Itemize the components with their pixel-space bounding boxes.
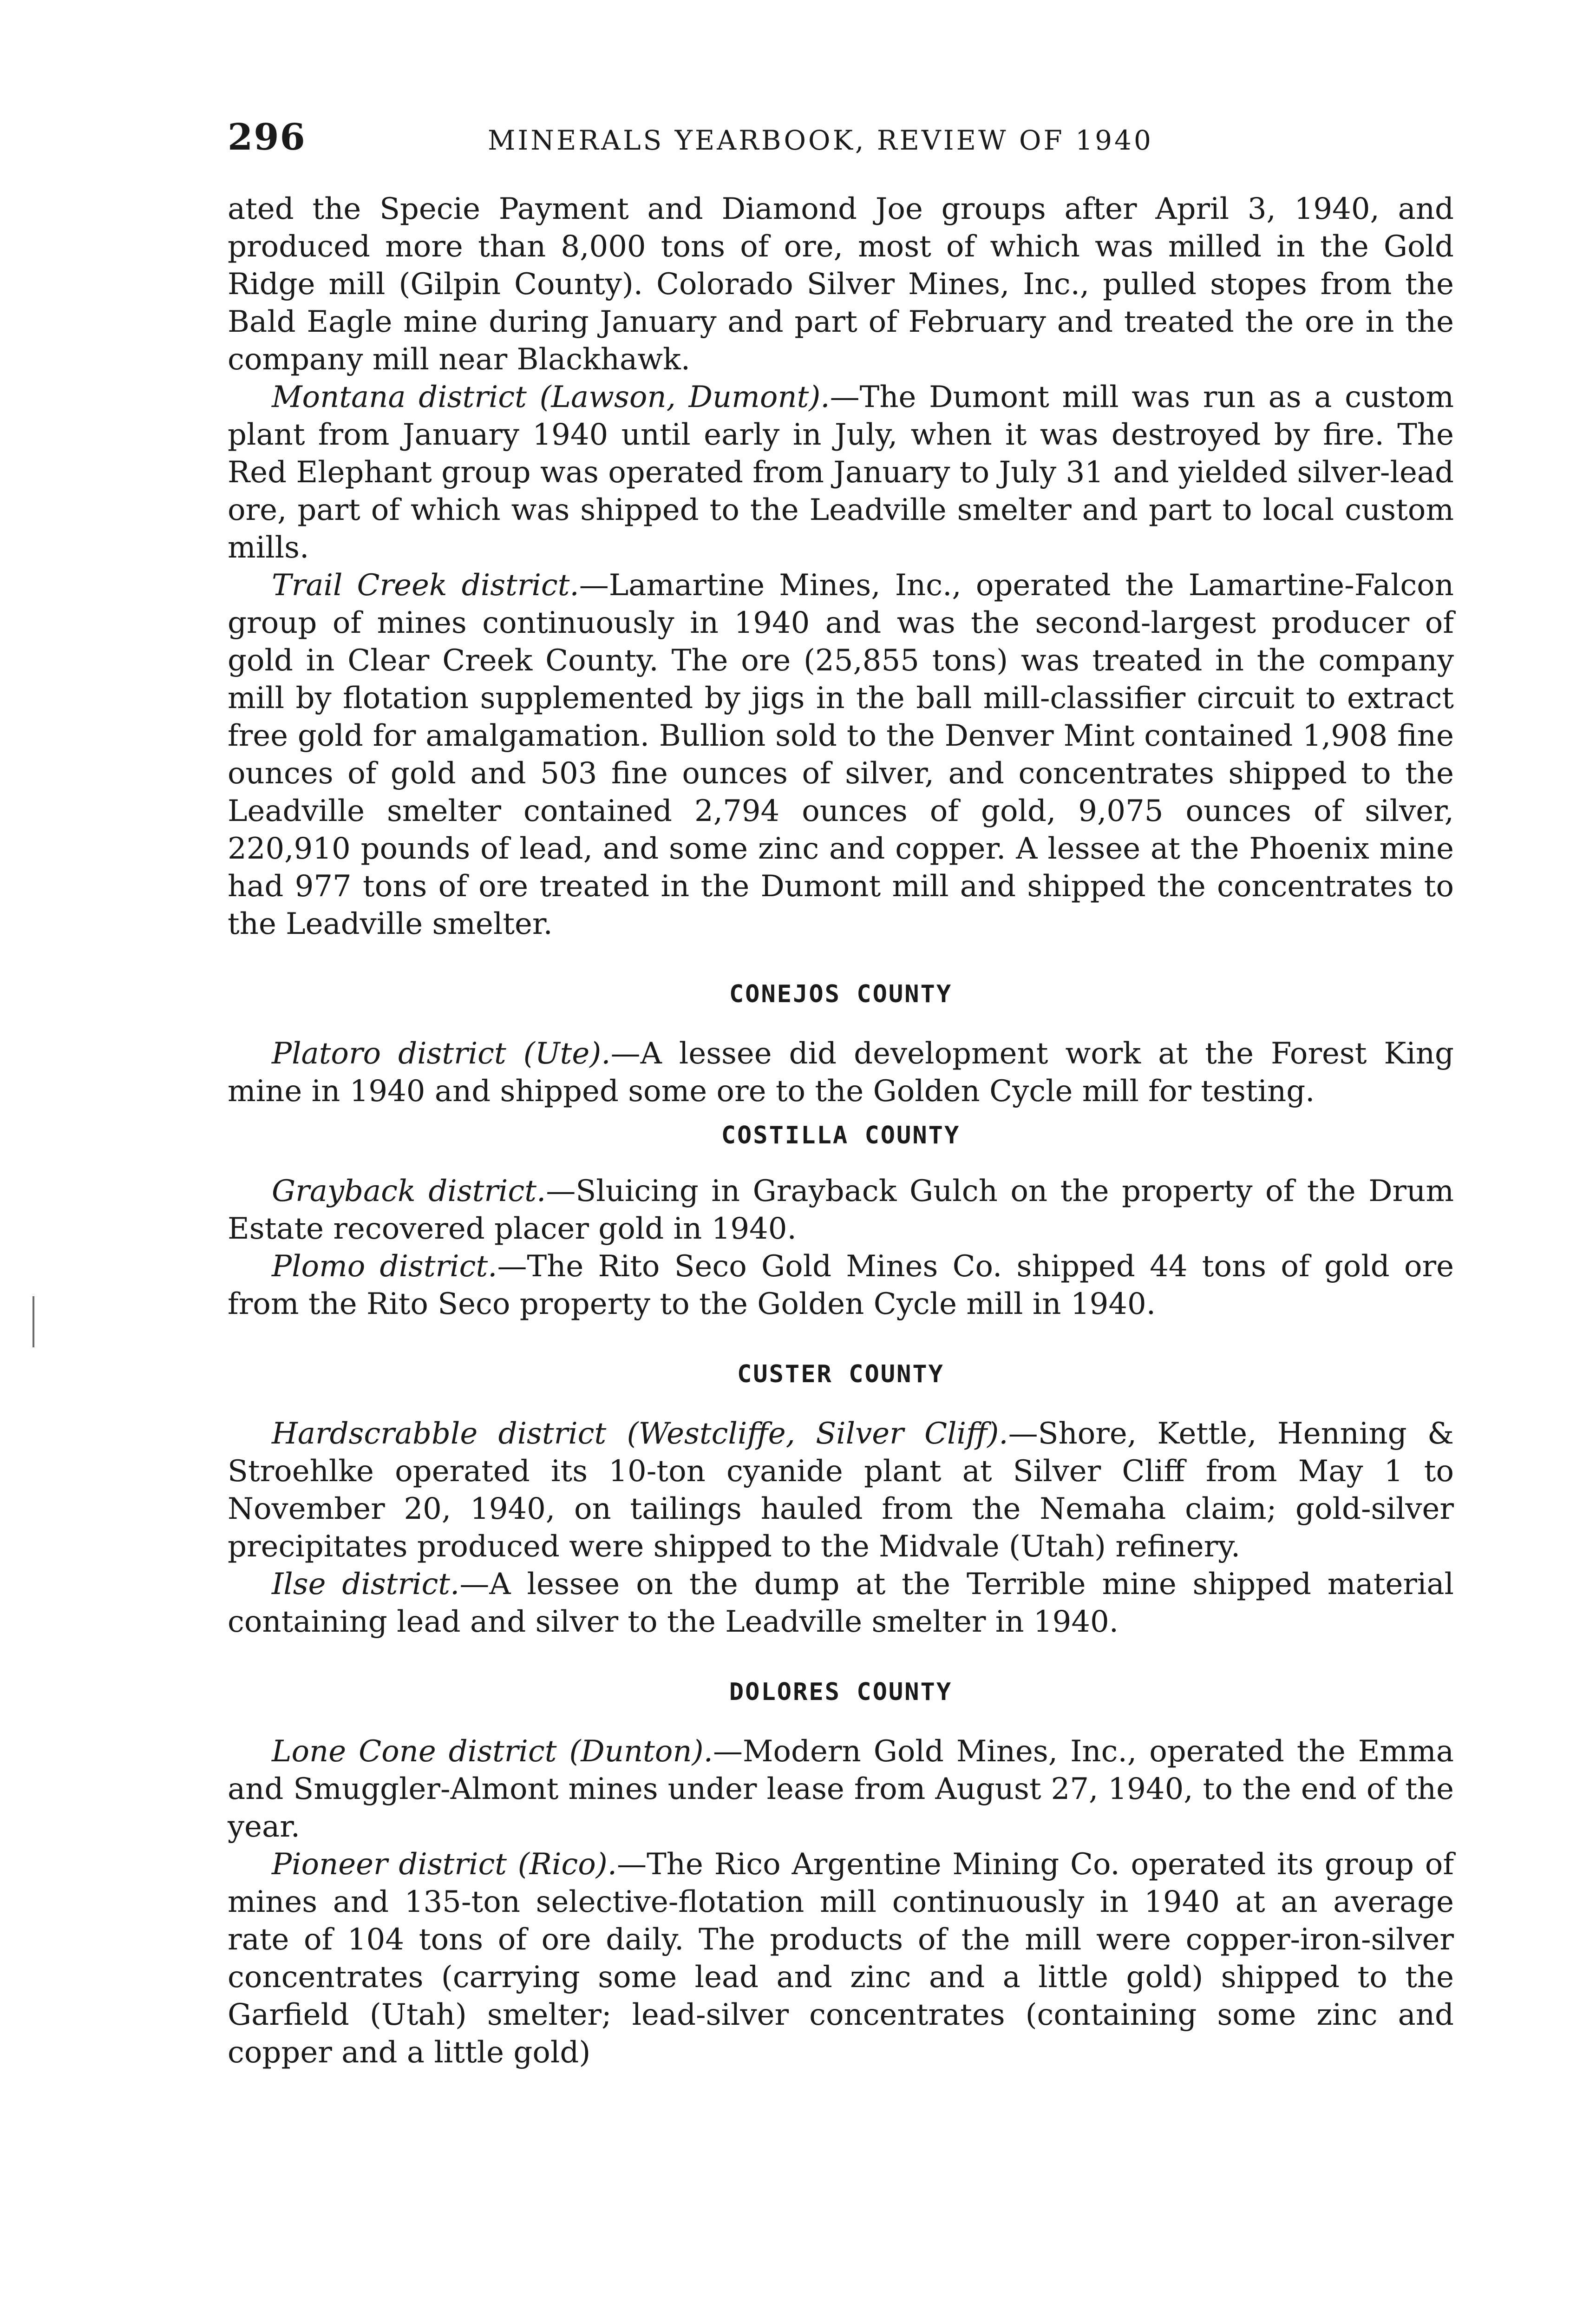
district-name: Plomo district. <box>272 1249 497 1284</box>
paragraph-plomo-district <box>228 1248 1454 1323</box>
paragraph-text: —The Rito Seco Gold Mines Co. shipped 44 tons of gold ore from the Rito Seco property to the Golden Cycle mill in 1940. <box>228 1249 1454 1321</box>
section-heading-dolores-county: DOLORES COUNTY <box>729 1678 953 1706</box>
paragraph-grayback-district <box>228 1173 1454 1248</box>
paragraph-trail-creek-district <box>228 567 1454 943</box>
paragraph-text: —A lessee on the dump at the Terrible mine shipped material containing lead and silver to the Leadville smelter in 1940. <box>228 1567 1454 1639</box>
district-name: Grayback district. <box>272 1174 546 1208</box>
paragraph-platoro-district <box>228 1035 1454 1110</box>
paragraph-text: —Modern Gold Mines, Inc., operated the Emma and Smuggler-Almont mines under lease from August 27, 1940, to the end of the year. <box>228 1734 1454 1844</box>
paragraph-lone-cone-district <box>228 1733 1454 1846</box>
paragraph-ilse-district <box>228 1566 1454 1641</box>
district-name: Platoro district (Ute). <box>272 1037 611 1071</box>
district-name: Trail Creek district. <box>272 568 579 603</box>
running-head-title: MINERALS YEARBOOK, REVIEW OF 1940 <box>488 125 1153 156</box>
district-name: Hardscrabble district (Westcliffe, Silver Cliff). <box>272 1417 1008 1451</box>
district-name: Lone Cone district (Dunton). <box>272 1734 713 1769</box>
district-name: Montana district (Lawson, Dumont). <box>272 380 830 414</box>
paragraph-montana-district <box>228 379 1454 567</box>
page <box>228 116 1454 2072</box>
paragraph-hardscrabble-district <box>228 1415 1454 1566</box>
intro-paragraph: ated the Specie Payment and Diamond Joe groups after April 3, 1940, and produced more than 8,000 tons of ore, most of which was milled in the Gold Ridge mill (Gilpin County). Colorado Silver Mines, Inc., pulled stopes from the Bald Eagle mine during January and part of February and treated the ore in the company mill near Blackhawk. <box>228 192 1454 377</box>
paragraph-text: —The Dumont mill was run as a custom plant from January 1940 until early in July, when it was destroyed by fire. The Red Elephant group was operated from January to July 31 and yielded silver-lead ore, part of which was shipped to the Leadville smelter and part to local custom mills. <box>228 380 1454 565</box>
paragraph-text: —The Rico Argentine Mining Co. operated its group of mines and 135-ton selective-flotation mill continuously in 1940 at an average rate of 104 tons of ore daily. The products of the mill were copper-iron-silver concentrates (carrying some lead and zinc and a little gold) shipped to the Garfield (Utah) smelter; lead-silver concentrates (containing some zinc and copper and a little gold) <box>228 1847 1454 2070</box>
district-name: Pioneer district (Rico). <box>272 1847 617 1882</box>
paragraph-text: —Lamartine Mines, Inc., operated the Lamartine-Falcon group of mines continuously in 1940 and was the second-largest producer of gold in Clear Creek County. The ore (25,855 tons) was treated in the company mill by flotation supplemented by jigs in the ball mill-classifier circuit to extract free gold for amalgamation. Bullion sold to the Denver Mint contained 1,908 fine ounces of gold and 503 fine ounces of silver, and concentrates shipped to the Leadville smelter contained 2,794 ounces of gold, 9,075 ounces of silver, 220,910 pounds of lead, and some zinc and copper. A lessee at the Phoenix mine had 977 tons of ore treated in the Dumont mill and shipped the concentrates to the Leadville smelter. <box>228 568 1454 941</box>
section-heading-conejos-county: CONEJOS COUNTY <box>729 980 953 1008</box>
margin-mark <box>33 1296 34 1347</box>
paragraph-text: —A lessee did development work at the Forest King mine in 1940 and shipped some ore to the Golden Cycle mill for testing. <box>228 1037 1454 1109</box>
page-number: 296 <box>228 116 306 158</box>
section-heading-custer-county: CUSTER COUNTY <box>737 1360 944 1388</box>
district-name: Ilse district. <box>272 1567 460 1601</box>
section-heading-costilla-county: COSTILLA COUNTY <box>721 1122 961 1149</box>
paragraph-text: —Shore, Kettle, Henning & Stroehlke operated its 10-ton cyanide plant at Silver Cliff from May 1 to November 20, 1940, on tailings hauled from the Nemaha claim; gold-silver precipitates produced were shipped to the Midvale (Utah) refinery. <box>228 1417 1454 1564</box>
paragraph-pioneer-district <box>228 1846 1454 2072</box>
running-head <box>228 116 1454 190</box>
paragraph-text: —Sluicing in Grayback Gulch on the property of the Drum Estate recovered placer gold in 1940. <box>228 1174 1454 1246</box>
